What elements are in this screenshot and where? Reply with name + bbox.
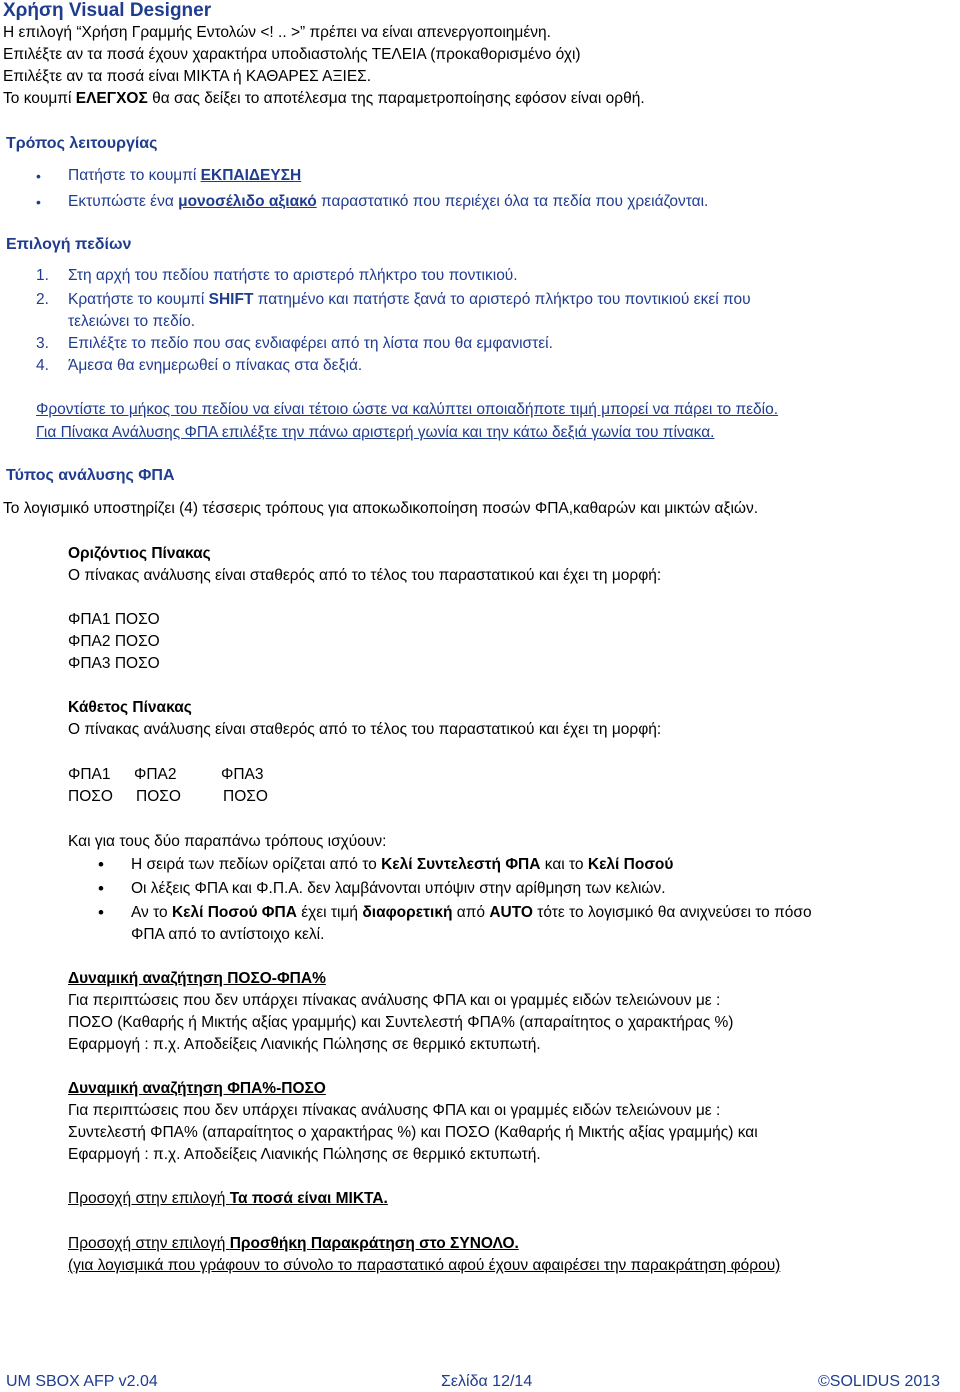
dyn2-line-3: Εφαρμογή : π.χ. Αποδείξεις Λιανικής Πώλησης σε θερμικό εκτυπωτή. bbox=[68, 1146, 541, 1163]
intro-line-2: Επιλέξτε αν τα ποσά έχουν χαρακτήρα υποδιαστολής ΤΕΛΕΙΑ (προκαθορισμένο όχι) bbox=[3, 46, 581, 63]
dyn1-line-3: Εφαρμογή : π.χ. Αποδείξεις Λιανικής Πώλησης σε θερμικό εκτυπωτή. bbox=[68, 1036, 541, 1053]
warning-withholding: Προσοχή στην επιλογή Προσθήκη Παρακράτηση στο ΣΥΝΟΛΟ. bbox=[68, 1235, 519, 1252]
both-bullet-2: Οι λέξεις ΦΠΑ και Φ.Π.Α. δεν λαμβάνονται υπόψιν στην αρίθμηση των κελιών. bbox=[131, 880, 666, 897]
vertical-cell: ΠΟΣΟ bbox=[68, 788, 113, 805]
fields-step-1: 1. bbox=[36, 267, 49, 284]
fields-step-2: 2. bbox=[36, 291, 49, 308]
mode-heading: Τρόπος λειτουργίας bbox=[6, 135, 158, 152]
horizontal-row-1: ΦΠΑ1 ΠΟΣΟ bbox=[68, 611, 160, 628]
fields-note-1: Φροντίστε το μήκος του πεδίου να είναι τέτοιο ώστε να καλύπτει οποιαδήποτε τιμή μπορεί να πάρει το πεδίο. bbox=[36, 401, 779, 418]
dyn2-line-2: Συντελεστή ΦΠΑ% (απαραίτητος ο χαρακτήρας %) και ΠΟΣΟ (Καθαρής ή Μικτής αξίας γραμμής) και bbox=[68, 1124, 758, 1141]
horizontal-table-desc: Ο πίνακας ανάλυσης είναι σταθερός από το τέλος του παραστατικού και έχει τη μορφή: bbox=[68, 567, 662, 584]
warning-withholding-note: (για λογισμικά που γράφουν το σύνολο το παραστατικό αφού έχουν αφαιρέσει την παρακράτηση φόρου) bbox=[68, 1257, 781, 1274]
bullet-dot: • bbox=[36, 194, 41, 210]
page-title: Χρήση Visual Designer bbox=[3, 0, 212, 21]
fields-step-4-text: Άμεσα θα ενημερωθεί ο πίνακας στα δεξιά. bbox=[68, 357, 363, 374]
fields-note-2: Για Πίνακα Ανάλυσης ΦΠΑ επιλέξτε την πάνω αριστερή γωνία και την κάτω δεξιά γωνία του πίνακα. bbox=[36, 424, 715, 441]
bullet-dot: • bbox=[36, 168, 41, 184]
both-bullet-3-cont: ΦΠΑ από το αντίστοιχο κελί. bbox=[131, 926, 325, 943]
intro-line-3: Επιλέξτε αν τα ποσά είναι ΜΙΚΤΑ ή ΚΑΘΑΡΕΣ ΑΞΙΕΣ. bbox=[3, 68, 372, 85]
intro-line-1: Η επιλογή “Χρήση Γραμμής Εντολών <! .. >” πρέπει να είναι απενεργοποιημένη. bbox=[3, 24, 551, 41]
fields-step-2-cont: τελειώνει το πεδίο. bbox=[68, 313, 196, 330]
vertical-cell: ΦΠΑ3 bbox=[221, 766, 264, 783]
intro-line-4: Το κουμπί ΕΛΕΓΧΟΣ θα σας δείξει το αποτέλεσμα της παραμετροποίησης εφόσον είναι ορθή. bbox=[3, 90, 645, 107]
both-bullet-3: Αν το Κελί Ποσού ΦΠΑ έχει τιμή διαφορετική από AUTO τότε το λογισμικό θα ανιχνεύσει το πόσο bbox=[131, 904, 812, 921]
footer-center: Σελίδα 12/14 bbox=[441, 1373, 533, 1390]
both-bullet-1: Η σειρά των πεδίων ορίζεται από το Κελί Συντελεστή ΦΠΑ και το Κελί Ποσού bbox=[131, 856, 674, 873]
vat-intro: Το λογισμικό υποστηρίζει (4) τέσσερις τρόπους για αποκωδικοποίηση ποσών ΦΠΑ,καθαρών και μικτών αξιών. bbox=[3, 500, 759, 517]
dyn1-line-2: ΠΟΣΟ (Καθαρής ή Μικτής αξίας γραμμής) και Συντελεστή ΦΠΑ% (απαραίτητος ο χαρακτήρας %) bbox=[68, 1014, 734, 1031]
both-intro: Και για τους δύο παραπάνω τρόπους ισχύουν: bbox=[68, 833, 387, 850]
horizontal-row-2: ΦΠΑ2 ΠΟΣΟ bbox=[68, 633, 160, 650]
horizontal-row-3: ΦΠΑ3 ΠΟΣΟ bbox=[68, 655, 160, 672]
bullet-dot: • bbox=[98, 855, 104, 874]
dyn2-line-1: Για περιπτώσεις που δεν υπάρχει πίνακας ανάλυσης ΦΠΑ και οι γραμμές ειδών τελειώνουν με : bbox=[68, 1102, 721, 1119]
dyn2-title: Δυναμική αναζήτηση ΦΠΑ%-ΠΟΣΟ bbox=[68, 1080, 326, 1097]
footer-right: ©SOLIDUS 2013 bbox=[818, 1373, 941, 1390]
footer-left: UM SBOX AFP v2.04 bbox=[6, 1373, 158, 1390]
mode-step-2: Εκτυπώστε ένα μονοσέλιδο αξιακό παραστατικό που περιέχει όλα τα πεδία που χρειάζονται. bbox=[68, 193, 709, 210]
fields-step-3-text: Επιλέξτε το πεδίο που σας ενδιαφέρει από τη λίστα που θα εμφανιστεί. bbox=[68, 335, 553, 352]
fields-step-2-text: Κρατήστε το κουμπί SHIFT πατημένο και πατήστε ξανά το αριστερό πλήκτρο του ποντικιού εκεί που bbox=[68, 291, 751, 308]
bullet-dot: • bbox=[98, 879, 104, 898]
fields-step-3: 3. bbox=[36, 335, 49, 352]
vertical-cell: ΠΟΣΟ bbox=[136, 788, 181, 805]
dyn1-line-1: Για περιπτώσεις που δεν υπάρχει πίνακας ανάλυσης ΦΠΑ και οι γραμμές ειδών τελειώνουν με : bbox=[68, 992, 721, 1009]
vertical-cell: ΦΠΑ2 bbox=[134, 766, 177, 783]
dyn1-title: Δυναμική αναζήτηση ΠΟΣΟ-ΦΠΑ% bbox=[68, 970, 326, 987]
warning-mixed: Προσοχή στην επιλογή Τα ποσά είναι ΜΙΚΤΑ. bbox=[68, 1190, 388, 1207]
fields-step-1-text: Στη αρχή του πεδίου πατήστε το αριστερό πλήκτρο του ποντικιού. bbox=[68, 267, 518, 284]
vertical-table-title: Κάθετος Πίνακας bbox=[68, 699, 192, 716]
fields-step-4: 4. bbox=[36, 357, 49, 374]
vertical-table-desc: Ο πίνακας ανάλυσης είναι σταθερός από το τέλος του παραστατικού και έχει τη μορφή: bbox=[68, 721, 662, 738]
vertical-cell: ΠΟΣΟ bbox=[223, 788, 268, 805]
horizontal-table-title: Οριζόντιος Πίνακας bbox=[68, 545, 211, 562]
mode-step-1: Πατήστε το κουμπί ΕΚΠΑΙΔΕΥΣΗ bbox=[68, 167, 302, 184]
bullet-dot: • bbox=[98, 903, 104, 922]
fields-heading: Επιλογή πεδίων bbox=[6, 236, 132, 253]
vat-heading: Τύπος ανάλυσης ΦΠΑ bbox=[6, 467, 175, 484]
vertical-cell: ΦΠΑ1 bbox=[68, 766, 111, 783]
